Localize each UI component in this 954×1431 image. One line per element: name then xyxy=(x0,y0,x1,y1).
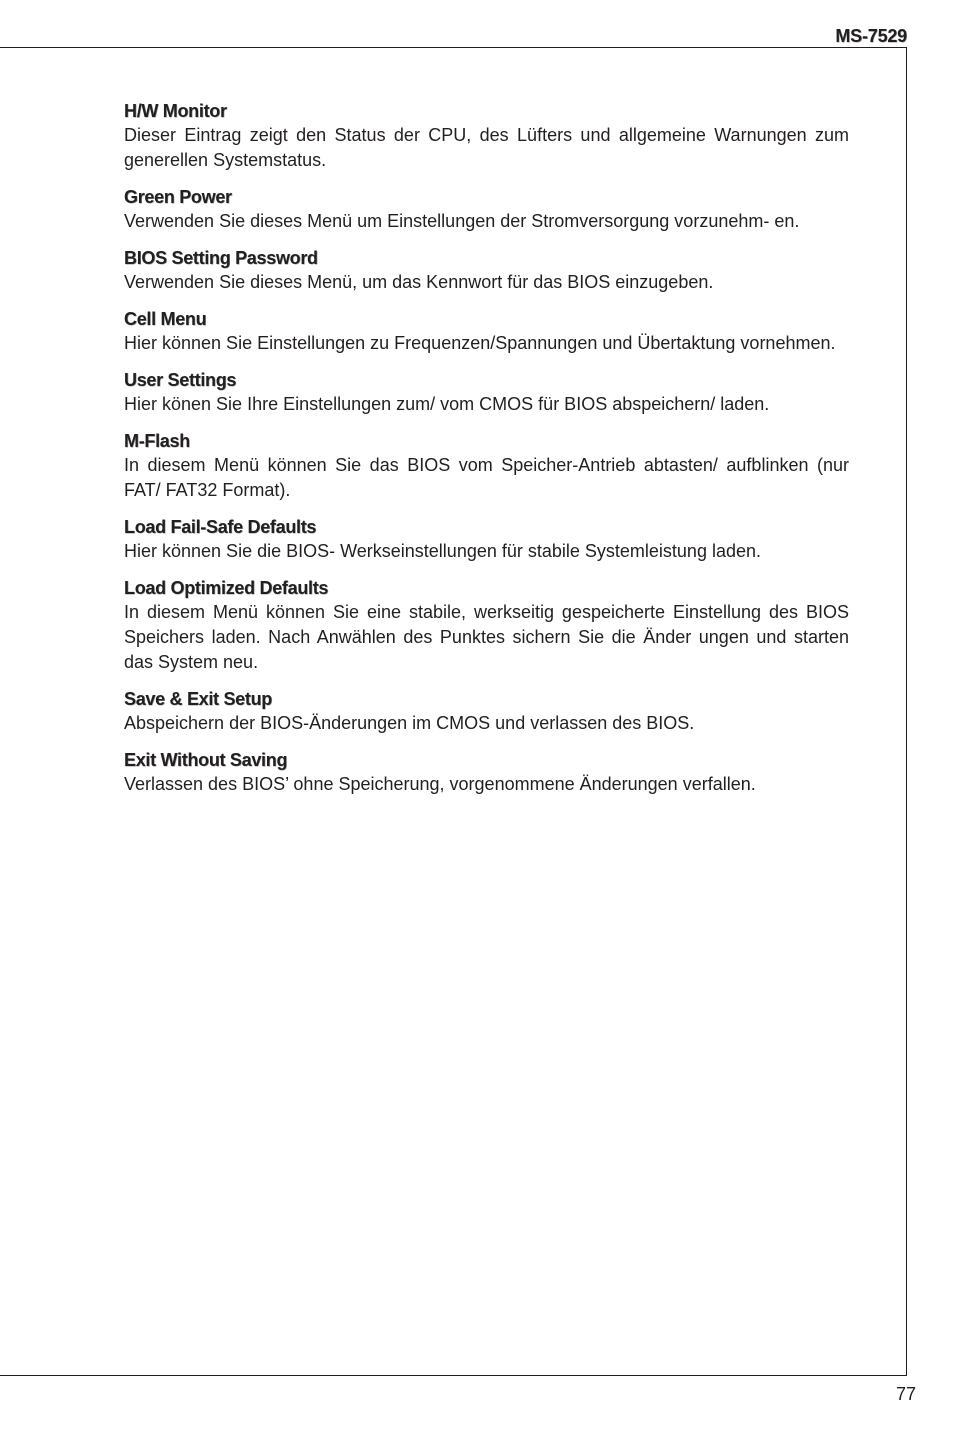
entry-heading: Green Power xyxy=(124,187,232,207)
entry-description: In diesem Menü können Sie eine stabile, werkseitig gespeicherte Einstellung des BIOS Speichers laden. Nach Anwählen des Punktes sichern Sie die Änder ungen und starten das System neu. xyxy=(124,602,849,672)
entry-green-power xyxy=(124,186,849,234)
entry-heading: H/W Monitor xyxy=(124,101,227,121)
entry-bios-setting-password xyxy=(124,247,849,295)
footer-divider xyxy=(0,1375,907,1376)
entry-description: In diesem Menü können Sie das BIOS vom Speicher-Antrieb abtasten/ aufblinken (nur FAT/ FAT32 Format). xyxy=(124,455,849,500)
entry-heading: Cell Menu xyxy=(124,309,207,329)
entry-heading: M-Flash xyxy=(124,431,190,451)
menu-descriptions xyxy=(124,100,849,810)
entry-description: Verwenden Sie dieses Menü, um das Kennwort für das BIOS einzugeben. xyxy=(124,272,714,292)
model-label: MS-7529 xyxy=(835,26,907,46)
entry-heading: BIOS Setting Password xyxy=(124,248,318,268)
entry-description: Dieser Eintrag zeigt den Status der CPU, des Lüfters und allgemeine Warnungen zum generellen Systemstatus. xyxy=(124,125,849,170)
entry-m-flash xyxy=(124,430,849,503)
entry-save-exit-setup xyxy=(124,688,849,736)
entry-heading: Load Fail-Safe Defaults xyxy=(124,517,317,537)
entry-description: Abspeichern der BIOS-Änderungen im CMOS und verlassen des BIOS. xyxy=(124,713,695,733)
entry-description: Hier könen Sie Ihre Einstellungen zum/ vom CMOS für BIOS abspeichern/ laden. xyxy=(124,394,770,414)
entry-heading: User Settings xyxy=(124,370,237,390)
right-margin-rule xyxy=(906,47,907,1376)
page-number: 77 xyxy=(895,1384,916,1404)
entry-heading: Exit Without Saving xyxy=(124,750,288,770)
entry-load-fail-safe-defaults xyxy=(124,516,849,564)
header-divider xyxy=(0,47,907,48)
entry-heading: Load Optimized Defaults xyxy=(124,578,329,598)
entry-load-optimized-defaults xyxy=(124,577,849,675)
entry-exit-without-saving xyxy=(124,749,849,797)
entry-description: Hier können Sie Einstellungen zu Frequenzen/Spannungen und Übertaktung vornehmen. xyxy=(124,333,836,353)
entry-description: Verlassen des BIOS’ ohne Speicherung, vorgenommene Änderungen verfallen. xyxy=(124,774,756,794)
entry-description: Hier können Sie die BIOS- Werkseinstellungen für stabile Systemleistung laden. xyxy=(124,541,761,561)
entry-hw-monitor xyxy=(124,100,849,173)
entry-user-settings xyxy=(124,369,849,417)
entry-cell-menu xyxy=(124,308,849,356)
entry-description: Verwenden Sie dieses Menü um Einstellungen der Stromversorgung vorzunehm- en. xyxy=(124,211,800,231)
entry-heading: Save & Exit Setup xyxy=(124,689,272,709)
